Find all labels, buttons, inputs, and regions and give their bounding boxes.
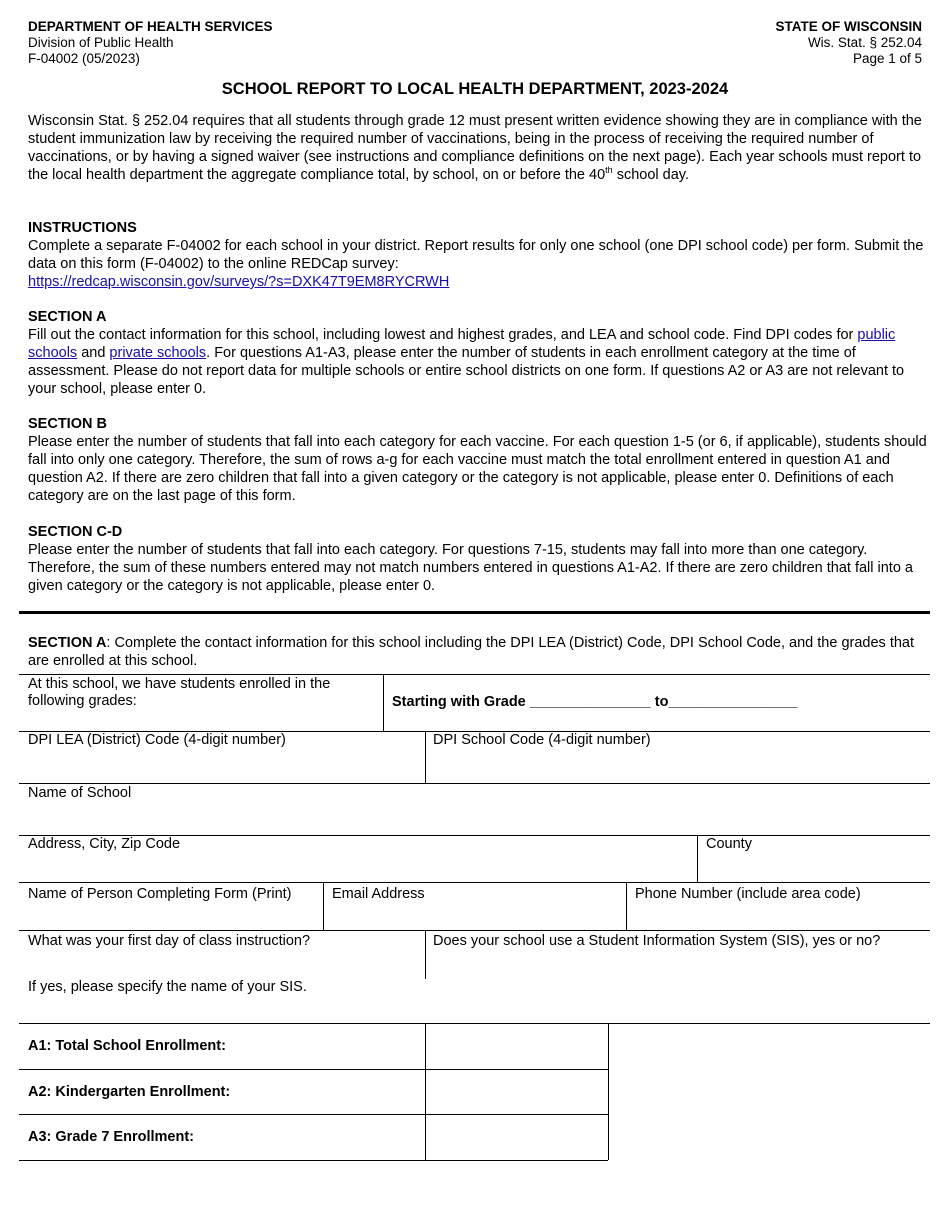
section-divider (19, 611, 930, 614)
form-line (19, 882, 930, 883)
department-name: DEPARTMENT OF HEALTH SERVICES (28, 19, 273, 34)
section-a-form-text: : Complete the contact information for this school including the DPI LEA (District) Code, DPI School Code, and the grades that are enrolled at this school. (28, 635, 915, 669)
sis-name-field[interactable]: If yes, please specify the name of your SIS. (28, 979, 307, 995)
redcap-survey-link[interactable]: https://redcap.wisconsin.gov/surveys/?s=DXK47T9EM8RYCRWH (28, 274, 450, 290)
intro-tail: school day. (612, 167, 689, 183)
section-cd-info (28, 523, 928, 595)
sis-question-field[interactable]: Does your school use a Student Information System (SIS), yes or no? (433, 933, 881, 949)
page-title: SCHOOL REPORT TO LOCAL HEALTH DEPARTMENT, 2023-2024 (221, 80, 729, 98)
form-line (425, 731, 426, 783)
section-b-info (28, 415, 928, 505)
section-a-form-heading: SECTION A (28, 635, 107, 651)
private-schools-link[interactable]: private schools (109, 345, 207, 361)
statute-ref: Wis. Stat. § 252.04 (807, 35, 922, 50)
a2-label: A2: Kindergarten Enrollment: (28, 1084, 231, 1100)
intro-paragraph (28, 112, 928, 184)
section-a-form-intro (28, 634, 928, 670)
section-cd-text: Please enter the number of students that fall into each category. For questions 7-15, students may fall into more than one category. Therefore, the sum of these numbers entered may not match numbers entered in questions A1-A2. If there are zero children that fall into a given category or the category is not applicable, please enter 0. (28, 542, 913, 594)
form-line (425, 930, 426, 979)
form-line (19, 674, 930, 675)
section-b-text: Please enter the number of students that fall into each category for each vaccine. For each question 1-5 (or 6, if applicable), students should fall into only one category. Therefore, the sum of rows a-g for each vaccine must match the total enrollment entered in question A1 and question A2. If there are zero children that fall into a given category or the category is not applicable, please enter 0. Definitions of each category are on the last page of this form. (28, 434, 927, 504)
intro-text: Wisconsin Stat. § 252.04 requires that all students through grade 12 must present written evidence showing they are in compliance with the student immunization law by receiving the required number of vaccinations, being in the process of receiving the required number of vaccinations, or by having a signed waiver (see instructions and compliance definitions on the next page). Each year schools must report to the local health department the aggregate compliance total, by school, on or before the 40 (28, 113, 922, 183)
form-line (323, 882, 324, 930)
form-line (608, 1023, 609, 1160)
instructions-heading: INSTRUCTIONS (28, 220, 137, 236)
person-name-field[interactable]: Name of Person Completing Form (Print) (28, 886, 292, 902)
section-a-and: and (77, 345, 110, 361)
a2-input[interactable] (426, 1070, 607, 1114)
grades-range-field[interactable]: Starting with Grade _______________ to________________ (392, 694, 798, 710)
form-line (19, 930, 930, 931)
county-field[interactable]: County (706, 836, 752, 852)
section-a-heading: SECTION A (28, 309, 107, 325)
section-a-info (28, 308, 928, 398)
form-line (19, 1160, 608, 1161)
grades-label: At this school, we have students enrolled in the following grades: (28, 676, 331, 709)
state-name: STATE OF WISCONSIN (775, 19, 922, 34)
email-field[interactable]: Email Address (332, 886, 425, 902)
form-line (383, 674, 384, 731)
a1-input[interactable] (426, 1024, 607, 1069)
address-field[interactable]: Address, City, Zip Code (28, 836, 181, 852)
a3-label: A3: Grade 7 Enrollment: (28, 1129, 194, 1145)
school-code-field[interactable]: DPI School Code (4-digit number) (433, 732, 651, 748)
header-left (28, 19, 273, 67)
form-id: F-04002 (05/2023) (28, 51, 140, 66)
public-schools-link[interactable]: public schools (28, 327, 896, 361)
first-day-field[interactable]: What was your first day of class instruction? (28, 933, 311, 949)
section-a-text-1: Fill out the contact information for this school, including lowest and highest grades, and LEA and school code. Find DPI codes for (28, 327, 858, 343)
section-a-text-2: . For questions A1-A3, please enter the number of students in each enrollment category at the time of assessment. Please do not report data for multiple schools or entire school districts on one form. If questions A2 or A3 are not relevant to your school, please enter 0. (28, 345, 905, 397)
header-right (776, 19, 923, 67)
phone-field[interactable]: Phone Number (include area code) (635, 886, 861, 902)
school-name-field[interactable]: Name of School (28, 785, 132, 801)
intro-superscript: th (605, 165, 613, 176)
form-line (19, 783, 930, 784)
division-name: Division of Public Health (28, 35, 174, 50)
a1-label: A1: Total School Enrollment: (28, 1038, 226, 1054)
page-number: Page 1 of 5 (852, 51, 922, 66)
section-cd-heading: SECTION C-D (28, 524, 123, 540)
instructions-text: Complete a separate F-04002 for each school in your district. Report results for only one school (one DPI school code) per form. Submit the data on this form (F-04002) to the online REDCap survey: (28, 238, 924, 272)
instructions-block (28, 219, 928, 291)
form-line (626, 882, 627, 930)
form-line (697, 835, 698, 882)
lea-code-field[interactable]: DPI LEA (District) Code (4-digit number) (28, 732, 286, 748)
section-b-heading: SECTION B (28, 416, 107, 432)
a3-input[interactable] (426, 1115, 607, 1160)
